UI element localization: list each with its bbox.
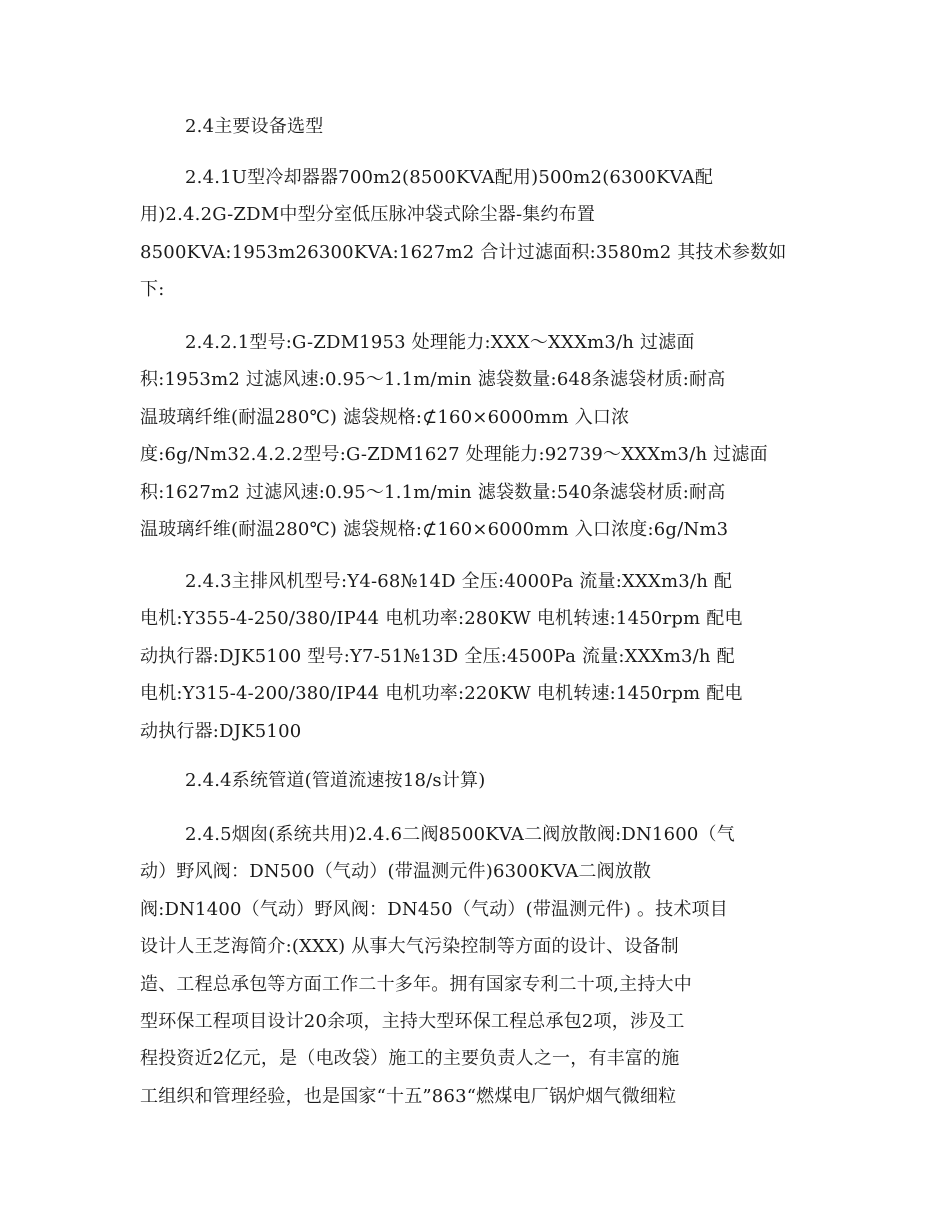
text-line: 2.4.2.1型号:G-ZDM1953 处理能力:XXX～XXXm3/h 过滤面 — [185, 332, 695, 353]
paragraph-chimney-valves-designer — [140, 816, 830, 1115]
text-line: 程投资近2亿元，是（电改袋）施工的主要负责人之一，有丰富的施 — [140, 1048, 680, 1070]
text-line: 8500KVA:1953m26300KVA:1627m2 合计过滤面积:3580m2 其技术参数如 — [140, 241, 787, 263]
text-line: 动执行器:DJK5100 — [140, 720, 302, 742]
text-line: 2.4.4系统管道(管道流速按18/s计算) — [185, 770, 486, 791]
text-line: 型环保工程项目设计20余项，主持大型环保工程总承包2项，涉及工 — [140, 1011, 685, 1033]
text-line: 阀:DN1400（气动）野风阀：DN450（气动）(带温测元件) 。技术项目 — [140, 898, 728, 920]
text-line: 动）野风阀：DN500（气动）(带温测元件)6300KVA二阀放散 — [140, 861, 652, 883]
text-line: 电机:Y315-4-200/380/IP44 电机功率:220KW 电机转速:1450rpm 配电 — [140, 683, 743, 705]
text-line: 下: — [140, 279, 165, 301]
text-line: 积:1953m2 过滤风速:0.95～1.1m/min 滤袋数量:648条滤袋材质:耐高 — [140, 369, 726, 391]
text-line: 2.4.5烟囱(系统共用)2.4.6二阀8500KVA二阀放散阀:DN1600（气 — [185, 824, 735, 845]
text-line: 动执行器:DJK5100 型号:Y7-51№13D 全压:4500Pa 流量:XXXm3/h 配 — [140, 645, 735, 667]
text-line: 设计人王芝海简介:(XXX) 从事大气污染控制等方面的设计、设备制 — [140, 936, 679, 958]
paragraph-main-fan — [140, 563, 830, 750]
paragraph-system-pipeline — [140, 762, 830, 799]
text-line: 造、工程总承包等方面工作二十多年。拥有国家专利二十项,主持大中 — [140, 973, 692, 995]
text-line: 2.4主要设备选型 — [185, 116, 324, 137]
text-line: 用)2.4.2G-ZDM中型分室低压脉冲袋式除尘器-集约布置 — [140, 204, 596, 226]
text-line: 工组织和管理经验，也是国家“十五”863“燃煤电厂锅炉烟气微细粒 — [140, 1085, 677, 1107]
paragraph-cooler-and-filter — [140, 159, 830, 309]
text-line: 度:6g/Nm32.4.2.2型号:G-ZDM1627 处理能力:92739～XXXm3/h 过滤面 — [140, 444, 768, 466]
text-line: 2.4.3主排风机型号:Y4-68№14D 全压:4000Pa 流量:XXXm3/h 配 — [185, 571, 733, 592]
text-line: 温玻璃纤维(耐温280℃) 滤袋规格:⊄160×6000mm 入口浓 — [140, 406, 630, 428]
text-line: 温玻璃纤维(耐温280℃) 滤袋规格:⊄160×6000mm 入口浓度:6g/Nm3 — [140, 519, 729, 541]
text-line: 积:1627m2 过滤风速:0.95～1.1m/min 滤袋数量:540条滤袋材质:耐高 — [140, 481, 726, 503]
text-line: 2.4.1U型冷却器器700m2(8500KVA配用)500m2(6300KVA配 — [185, 167, 714, 188]
paragraph-filter-models — [140, 324, 830, 548]
text-line: 电机:Y355-4-250/380/IP44 电机功率:280KW 电机转速:1450rpm 配电 — [140, 608, 743, 630]
heading-section-2-4 — [140, 108, 830, 145]
